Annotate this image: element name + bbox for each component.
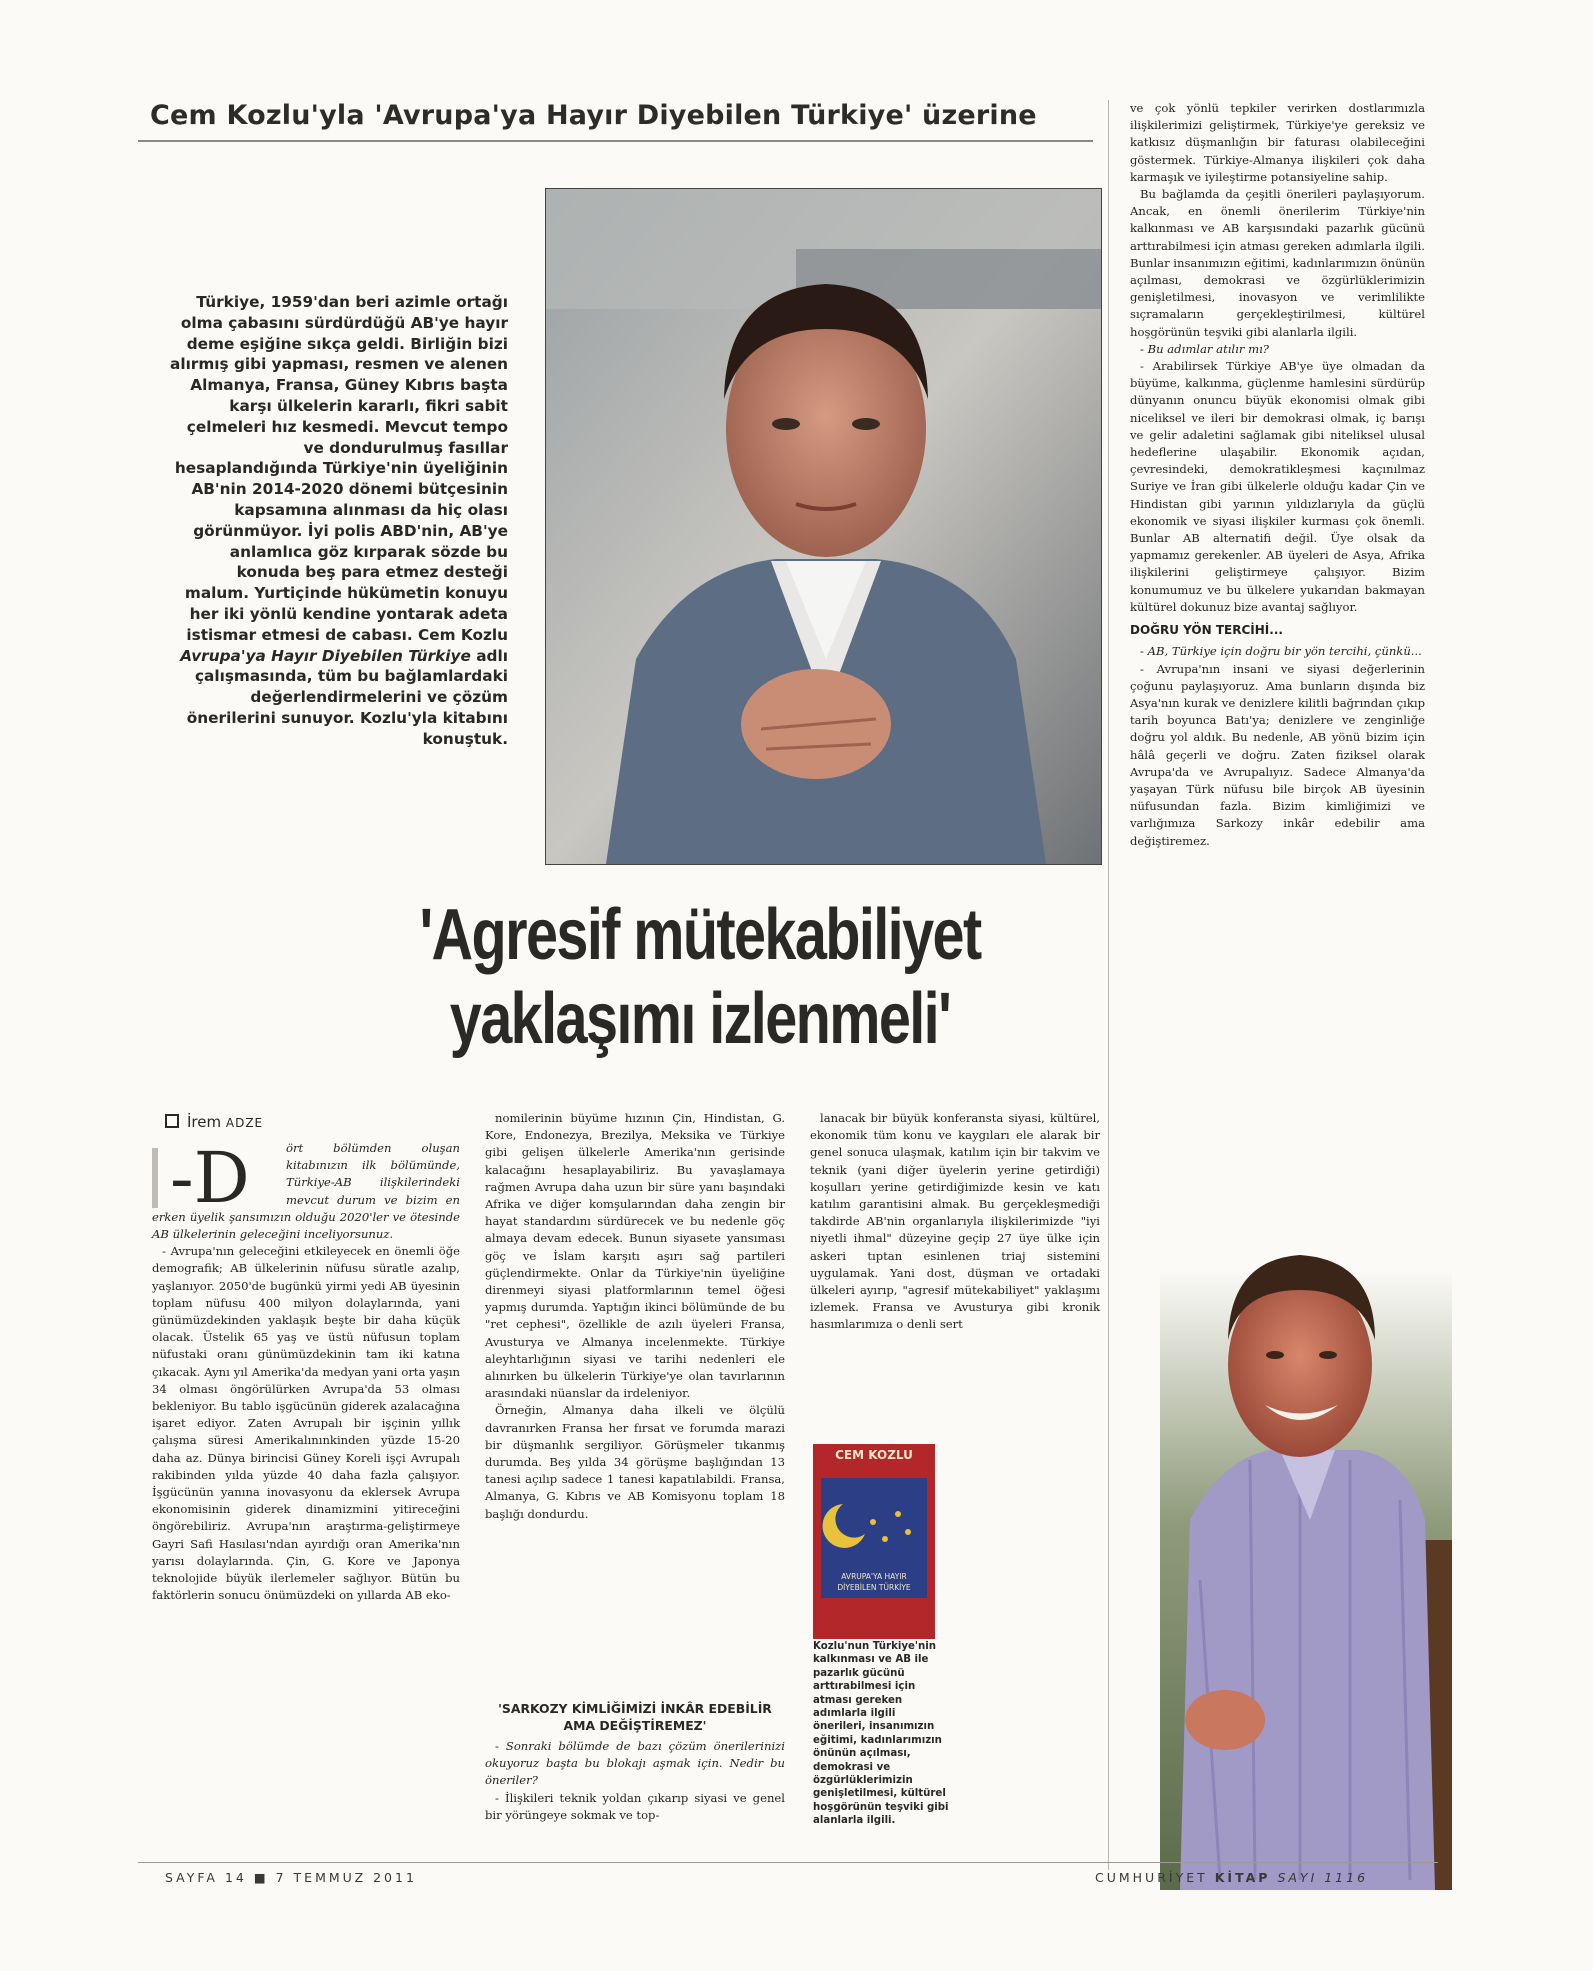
- footer-right: [1095, 1870, 1368, 1885]
- column-4-question-1: - Bu adımlar atılır mı?: [1140, 341, 1269, 356]
- footer-paper-name: CUMHURİYET: [1095, 1870, 1215, 1885]
- kicker-title: Cem Kozlu'yla 'Avrupa'ya Hayır Diyebilen Türkiye' üzerine: [150, 100, 1037, 131]
- intro-before: Türkiye, 1959'dan beri azimle ortağı olma çabasını sürdürdüğü AB'ye hayır deme eşiğine sıkça geldi. Birliğin bizi alırmış gibi yapması, resmen ve alenen Almanya, Fransa, Güney Kıbrıs başta karşı ülkelerin kararlı, fikri sabit çelmeleri hız kesmedi. Mevcut tempo ve dondurulmuş fasıllar hesaplandığında Türkiye'nin üyeliğinin AB'nin 2014-2020 dönemi bütçesinin kapsamına alınması da hiç olası görünmüyor. İyi polis ABD'nin, AB'ye anlamlıca göz kırparak sözde bu konuda beş para etmez desteği malum. Yurtiçinde hükümetin konuyu her iki yönlü kendine yontarak adeta istismar etmesi de cabası. Cem Kozlu: [170, 293, 508, 644]
- column-4-paragraph-2: Bu bağlamda da çeşitli önerileri paylaşıyorum. Ancak, en önemli önerilerim Türkiye'nin kalkınması ve AB karşısındaki pazarlık gücünü arttırabilmesi için atması gereken adımlarla ilgili. Bunlar insanımızın eğitimi, kadınlarımızın önünün açılması, demokrasi ve özgürlüklerimizin genişletilmesi, inovasyon ve verimlilikte sıçramaların gerçekleştirilmesi, kültürel hoşgörünün teşviki gibi alanlarla ilgili.: [1130, 187, 1426, 339]
- footer-rule: [138, 1862, 1438, 1863]
- column-3: [810, 1110, 1100, 1334]
- intro-book-title: Avrupa'ya Hayır Diyebilen Türkiye: [180, 646, 471, 665]
- footer-left: SAYFA 14 ■ 7 TEMMUZ 2011: [165, 1870, 417, 1885]
- headline-line-1: 'Agresif mütekabiliyet: [419, 895, 981, 975]
- column-1: [152, 1137, 460, 1604]
- column-4-paragraph-4: - Avrupa'nın insani ve siyasi değerlerinin çoğunu paylaşıyoruz. Ama bunların dışında biz Asya'nın kurak ve denizlere kilitli bağrından çıkıp tarih boyunca Batı'ya; denizlere ve zenginliğe doğru yol aldık. Bu nedenle, AB yönü bizim için hâlâ geçerli ve doğru. Zaten fiziksel olarak Avrupa'da ve Avrupalıyız. Sadece Almanya'da yaşayan Türk nüfusu bile birçok AB üyesinin nüfusundan fazla. Bizim kimliğimizi ve varlığımıza Sarkozy inkâr edebilir ama değiştiremez.: [1130, 661, 1425, 848]
- column-rule-right: [1108, 100, 1109, 1870]
- column-2-bottom: [485, 1738, 785, 1824]
- column-2-subhead: 'SARKOZY KİMLİĞİMİZİ İNKÂR EDEBİLİR AMA DEĞİŞTİREMEZ': [498, 1701, 772, 1733]
- portrait-illustration: [546, 189, 1101, 864]
- book-title-2: DİYEBİLEN TÜRKİYE: [837, 1583, 911, 1592]
- column-4-question-2: - AB, Türkiye için doğru bir yön tercihi, çünkü...: [1140, 644, 1422, 659]
- intro-text: [168, 292, 508, 750]
- smiling-portrait-illustration: [1160, 1160, 1452, 1890]
- headline: [380, 893, 1020, 1061]
- column-1-paragraph: - Avrupa'nın geleceğini etkileyecek en önemli öğe demografik; AB ülkelerinin nüfusu süratle azalıp, yaşlanıyor. 2050'de bugünkü yirmi yedi AB üyesinin toplam nüfusu 400 milyon dolaylarında, yani günümüzdekinden yaklaşık beşte bir daha küçük olacak. Üstelik 65 yaş ve üstü nüfusun toplam nüfustaki oranı günümüzdekinin tam iki katına çıkacak. Aynı yıl Amerika'da medyan yani orta yaşın 34 olması öngörülürken Avrupa'da 53 olması bekleniyor. Bu tablo işgücünün giderek azalacağına işaret ediyor. Zaten Avrupalı bir işçinin yıllık çalışma süresi Amerikalınınkinden yüzde 15-20 daha az. Dünya birincisi Güney Koreli işçi Avrupalı rakibinden yılda yüzde 40 daha fazla çalışıyor. İşgücünün yanına inovasyonu da eklersek Avrupa ekonomisinin giderek dinamizmini yitireceğini öngörebiliriz. Avrupa'nın araştırma-geliştirmeye Gayri Safi Hasılası'ndan ayırdığı oran Amerika'nın yarısı dolaylarında. Çin, G. Kore ve Japonya teknolojide büyük ilerlemeler sağlıyor. Bütün bu faktörlerin sonucu önümüzdeki on yıllarda AB eko-: [152, 1244, 460, 1603]
- byline-square-icon: [165, 1114, 179, 1128]
- book-cover: [813, 1444, 935, 1639]
- column-2: [485, 1110, 785, 1523]
- footer-supplement-name: KİTAP: [1214, 1870, 1271, 1885]
- column-1-lead: ört bölümden oluşan kitabınızın ilk bölümünde, Türkiye-AB ilişkilerindeki mevcut durum ve bizim en erken üyelik şansımızın olduğu 2020'ler ve ötesinde AB ülkelerinin geleceğini inceliyorsunuz.: [152, 1141, 460, 1242]
- intro-after: adlı çalışmasında, tüm bu bağlamlardaki değerlendirmelerini ve çözüm önerilerini sunuyor. Kozlu'yla kitabını konuştuk.: [186, 646, 508, 748]
- column-4: [1130, 100, 1425, 850]
- portrait-photo: [545, 188, 1102, 865]
- footer-issue: SAYI 1116: [1270, 1870, 1369, 1885]
- drop-cap: -D: [152, 1148, 280, 1208]
- column-1-lead-paragraph: [152, 1137, 460, 1243]
- byline: [165, 1113, 263, 1131]
- column-3-paragraph: lanacak bir büyük konferansta siyasi, kültürel, ekonomik tüm konu ve kaygıları ele alarak bir genel sonuca ulaşmak, katılım için bir takvim ve teknik (yani diğer üyelerin yerine getirdiği) koşulları yerine getirdiğimizde kesin ve katı katılım garantisini almak. Bu gerçekleşmediği takdirde AB'nin organlarıyla ilişkilerimizde "iyi niyetli ihmal" düzeyine geçip 27 üye ülke için askeri tıptan esinlenen triaj sistemini uygulamak. Yani dost, düşman ve ortadaki ülkeleri ayırıp, "agresif mütekabiliyet" yaklaşımı izlemek. Fransa ve Avusturya gibi kronik hasımlarımıza o denli sert: [810, 1111, 1100, 1332]
- byline-first-name: İrem: [187, 1113, 222, 1131]
- headline-line-2: yaklaşımı izlenmeli': [449, 979, 951, 1059]
- column-4-paragraph-1: ve çok yönlü tepkiler verirken dostlarımızla ilişkilerimizi geliştirmek, Türkiye'ye gereksiz ve katkısız düşmanlığın bir faturası olabileceğini göstermek. Türkiye-Almanya ilişkileri çok daha karmaşık ve iyileştirme potansiyeline sahip.: [1130, 101, 1425, 184]
- column-2-paragraph-1: nomilerinin büyüme hızının Çin, Hindistan, G. Kore, Endonezya, Brezilya, Meksika ve Türkiye gibi gelişen ülkelerle Amerika'nın gerisinde kalacağını hesaplayabiliriz. Bu yavaşlamaya rağmen Avrupa daha uzun bir süre yanı başındaki Afrika ve diğer komşularından daha zengin bir hayat standardını sürdürecek ve bu nedenle göç almaya devam edecek. Bunun siyasete yansıması göç ve İslam karşıtı aşırı sağ partileri güçlendirmekte. Onlar da Türkiye'nin üyeliğine direnmeyi siyasi platformlarının temel öğesi yapmış durumda. Yaptığın ikinci bölümünde de bu "ret cephesi", özellikle de azılı üyeleri Fransa, Avusturya ve Almanya incelenmekte. Türkiye aleyhtarlığının siyasi ve tarihi nedenleri ele alınırken bu ülkelerin Türkiye'ye olan tavırlarının arasındaki nüanslar da irdeleniyor.: [485, 1111, 785, 1401]
- top-rule: [138, 140, 1093, 142]
- byline-last-name: ADZE: [225, 1116, 264, 1130]
- column-2-question: - Sonraki bölümde de bazı çözüm önerilerinizi okuyoruz başta bu blokajı aşmak için. Nedir bu öneriler?: [485, 1739, 785, 1788]
- column-2-paragraph-3: - İlişkileri teknik yoldan çıkarıp siyasi ve genel bir yörüngeye sokmak ve top-: [485, 1790, 785, 1822]
- column-4-subhead: DOĞRU YÖN TERCİHİ...: [1130, 623, 1283, 638]
- book-cover-art: [813, 1444, 935, 1639]
- book-author: CEM KOZLU: [835, 1448, 913, 1462]
- column-2-paragraph-2: Örneğin, Almanya daha ilkeli ve ölçülü davranırken Fransa her fırsat ve forumda marazi bir düşmanlık sergiliyor. Görüşmeler tıkanmış durumda. Beş yılda 34 görüşme başlığından 13 tanesi açılıp sadece 1 tanesi kapatılabildi. Fransa, Almanya, G. Kıbrıs ve AB Komisyonu toplam 18 başlığı dondurdu.: [485, 1403, 785, 1521]
- smiling-portrait-photo: [1160, 1160, 1452, 1890]
- book-title-1: AVRUPA'YA HAYIR: [841, 1572, 907, 1581]
- photo-caption: Kozlu'nun Türkiye'nin kalkınması ve AB ile pazarlık gücünü arttırabilmesi için atması gereken adımlarla ilgili önerileri, insanımızın eğitimi, kadınlarımızın önünün açılması, demokrasi ve özgürlüklerimizin genişletilmesi, kültürel hoşgörünün teşviki gibi alanlarla ilgili.: [813, 1641, 949, 1827]
- column-4-paragraph-3: - Arabilirsek Türkiye AB'ye üye olmadan da büyüme, kalkınma, güçlenme hamlesini sürdürüp dünyanın onuncu büyük ekonomisi olmak gibi niceliksel ve ileri bir demokrasi olmak, iç barışı ve gelir adaletini sağlamak gibi niteliksel ulusal hedeflerine ulaşabilir. Ekonomik açıdan, çevresindeki, demokratikleşmesi kaçınılmaz Suriye ve İran gibi ülkelerle olduğu kadar Çin ve Hindistan gibi yarının yıldızlarıyla da güçlü ekonomik ve siyasi ilişkiler kurması çok önemli. Bunlar AB alternatifi değil. Üye olsak da yapmamız gerekenler. AB üyeleri de Asya, Afrika ilişkilerini geliştirmeye çalışıyor. Bizim konumumuz ve bu ülkelere yukarıdan bakmayan kültürel dokunuz bize avantaj sağlıyor.: [1130, 359, 1425, 614]
